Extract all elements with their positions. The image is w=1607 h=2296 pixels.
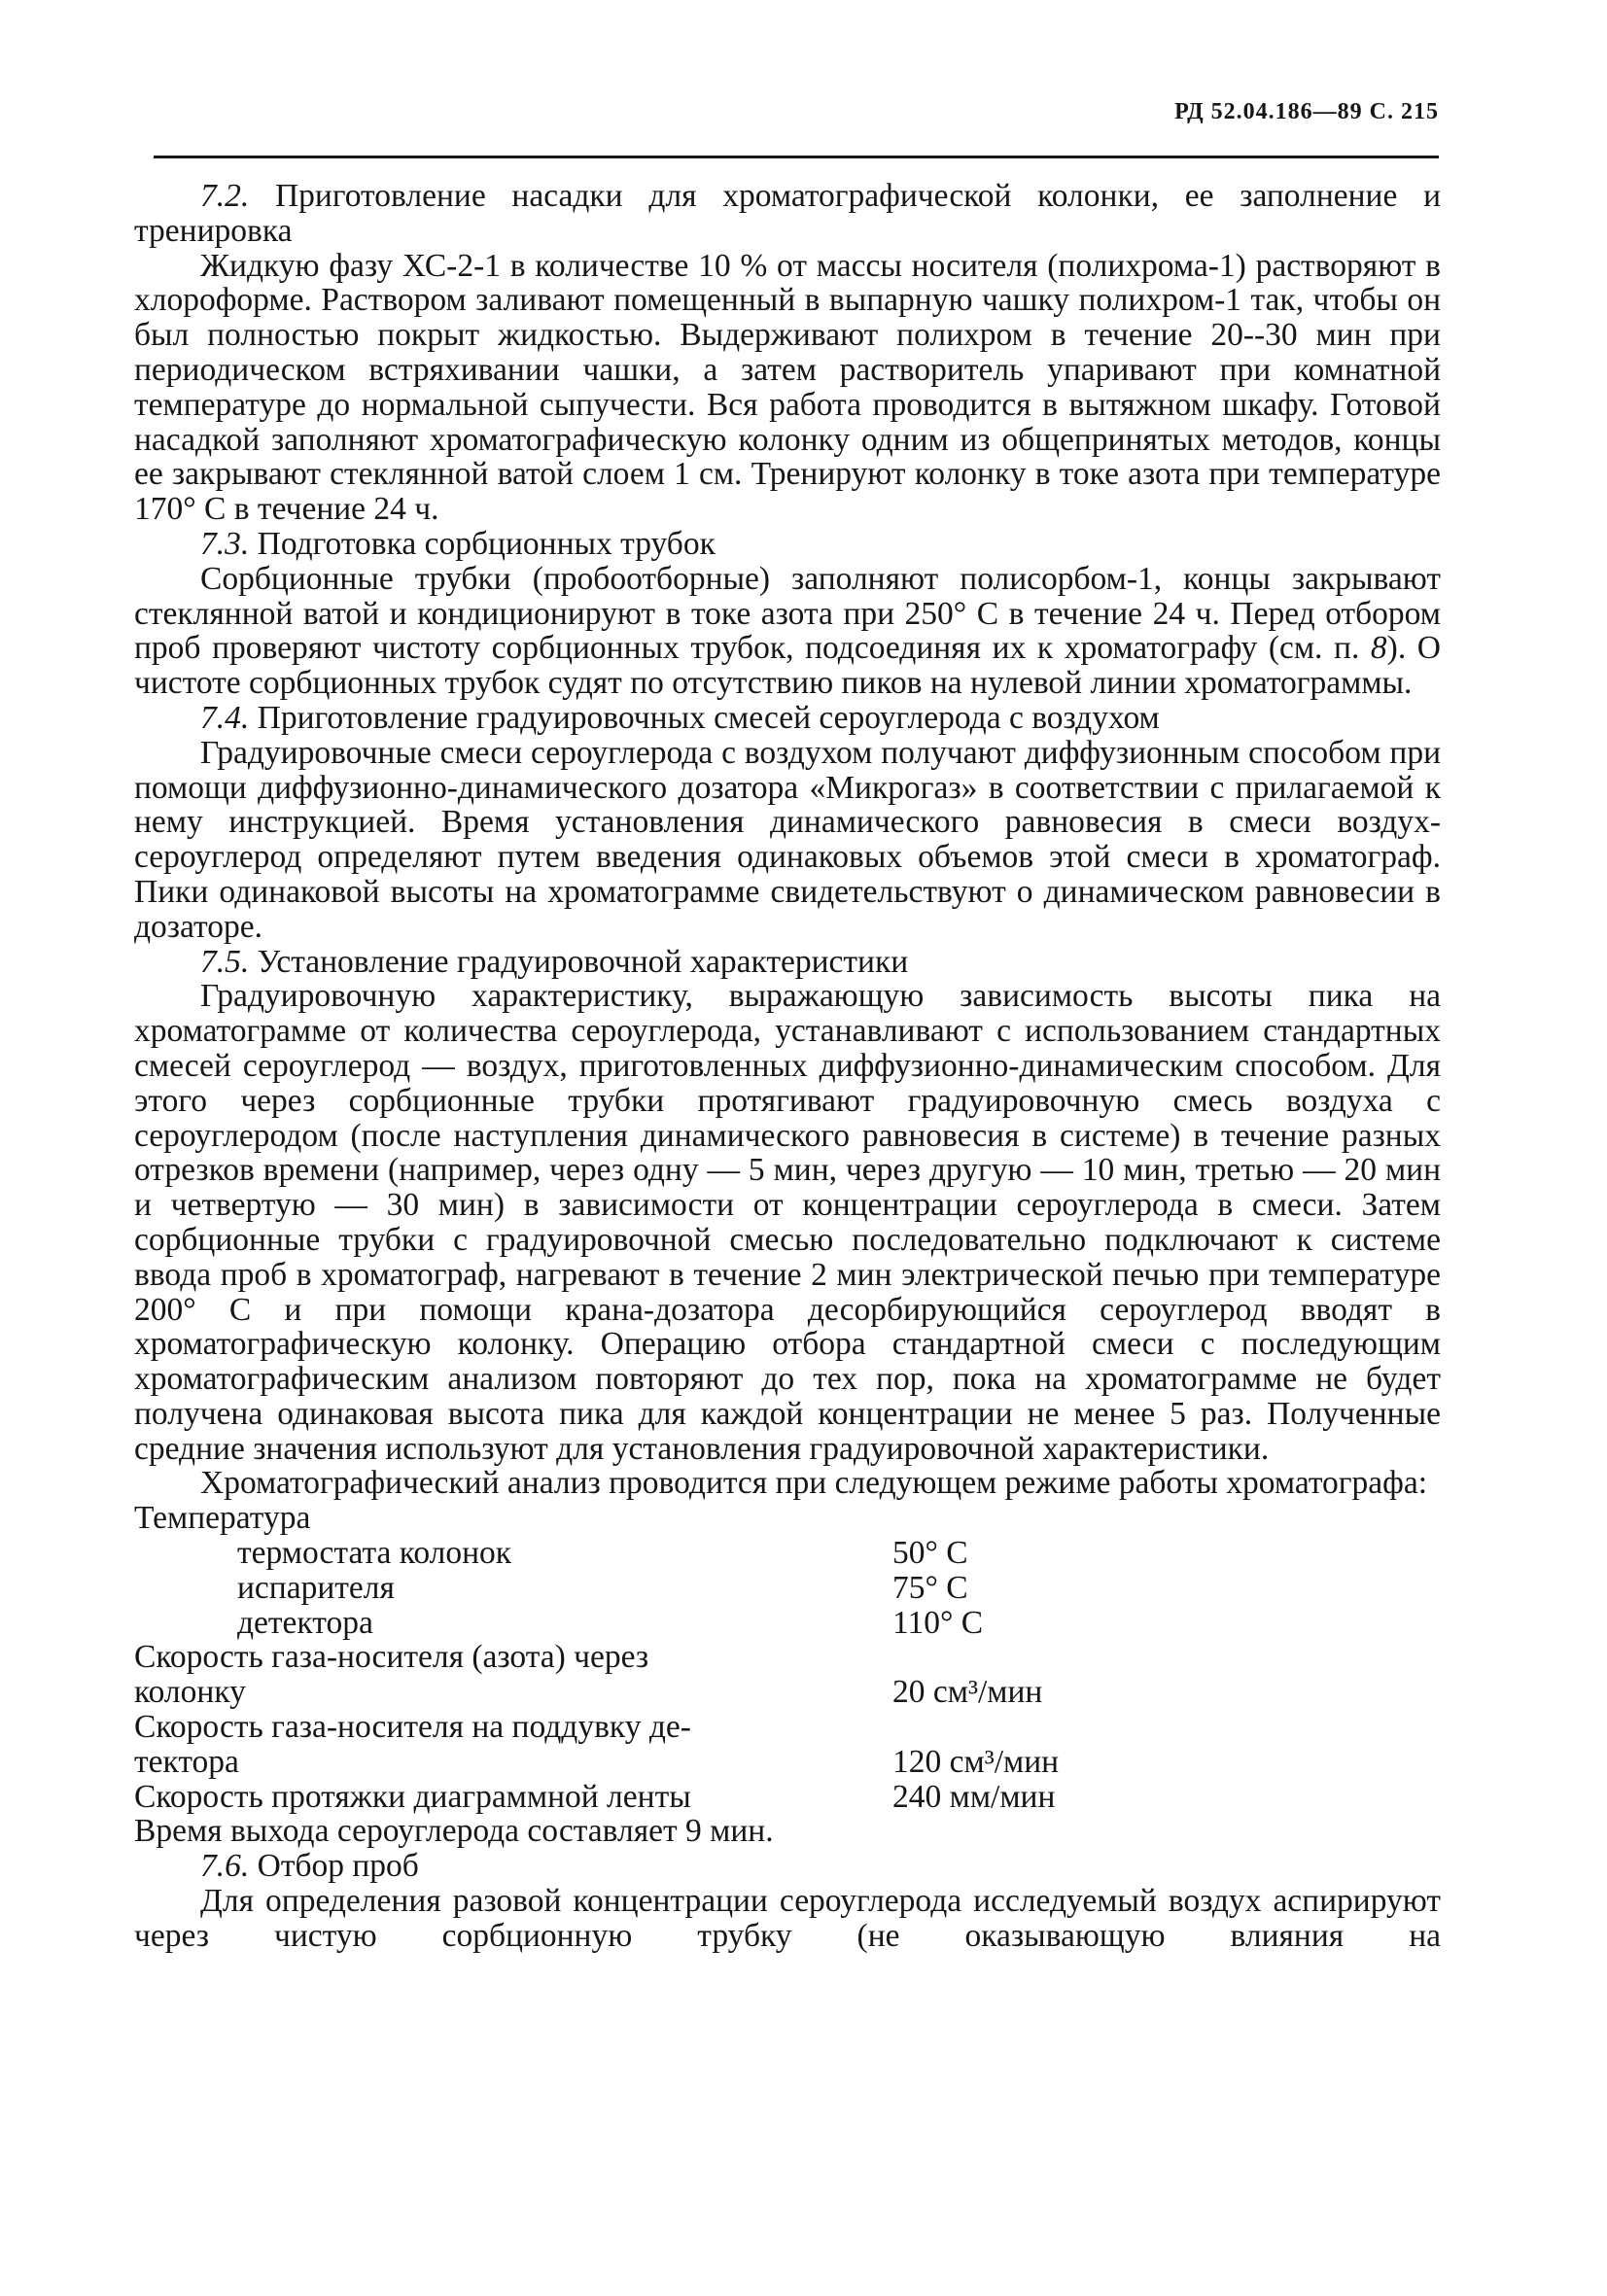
param-label: термостата колонок xyxy=(237,1535,512,1572)
param-label: Температура xyxy=(134,1500,311,1537)
running-head: РД 52.04.186—89 С. 215 xyxy=(1174,99,1439,124)
section-7-6-heading xyxy=(134,1849,1441,1884)
chromatograph-mode-parameters xyxy=(134,1501,1441,1814)
section-7-4-heading xyxy=(134,701,1441,736)
header-rule xyxy=(154,156,1439,158)
page-body xyxy=(134,179,1441,1954)
param-value: 110° С xyxy=(892,1604,984,1641)
param-label: Скорость протяжки диаграммной ленты xyxy=(134,1778,691,1815)
param-row xyxy=(134,1571,1441,1606)
param-label: Скорость газа-носителя (азота) через xyxy=(134,1639,649,1676)
section-7-6-body: Для определения разовой концентрации сероуглерода исследуемый воздух аспирируют через чистую сорбционную трубку (не оказывающую влияния на xyxy=(134,1883,1441,1954)
section-7-4-body: Градуировочные смеси сероуглерода с воздухом получают диффузионным способом при помощи диффузионно-динамического дозатора «Микрогаз» в соответствии с прилагаемой к нему инструкцией. Время установления динамического равновесия в смеси воздух-сероуглерод определяют путем введения одинаковых объемов этой смеси в хроматограф. Пики одинаковой высоты на хроматограмме свидетельствуют о динамическом равновесии в дозаторе. xyxy=(134,734,1441,945)
param-label: детектора xyxy=(237,1604,373,1641)
section-number: 7.2. xyxy=(200,178,250,214)
param-value: 240 мм/мин xyxy=(892,1778,1056,1815)
body-text: Сорбционные трубки (пробоотборные) заполняют полисорбом-1, концы закрывают стеклянной ватой и кондиционируют в токе азота при 250° С в течение 24 ч. Перед отбором проб проверяют чистоту сорбционных трубок, подсоединяя их к хроматографу (см. п. xyxy=(134,560,1441,667)
param-row xyxy=(134,1501,1441,1536)
section-title: Подготовка сорбционных трубок xyxy=(249,525,716,562)
param-label: колонку xyxy=(134,1674,246,1711)
param-value: 75° С xyxy=(892,1569,968,1606)
param-row xyxy=(134,1710,1441,1745)
section-7-5-mode-intro: Хроматографический анализ проводится при следующем режиме работы хроматографа: xyxy=(200,1465,1428,1502)
param-row xyxy=(134,1780,1441,1815)
param-row xyxy=(134,1606,1441,1641)
cross-reference: 8 xyxy=(1370,630,1387,667)
section-title: Приготовление насадки для хроматографической колонки, ее заполнение и тренировка xyxy=(134,178,1441,249)
param-row xyxy=(134,1675,1441,1710)
section-7-3-body xyxy=(134,562,1441,701)
section-number: 7.4. xyxy=(200,699,250,736)
param-row xyxy=(134,1640,1441,1675)
section-title: Приготовление градуировочных смесей сероуглерода с воздухом xyxy=(249,699,1160,736)
section-7-2-body: Жидкую фазу ХС-2-1 в количестве 10 % от массы носителя (полихрома-1) растворяют в хлороформе. Раствором заливают помещенный в выпарную чашку полихром-1 так, чтобы он был полностью покрыт жидкостью. Выдерживают полихром в течение 20--30 мин при периодическом встряхивании чашки, а затем растворитель упаривают при комнатной температуре до нормальной сыпучести. Вся работа проводится в вытяжном шкафу. Готовой насадкой заполняют хроматографическую колонку одним из общепринятых методов, концы ее закрывают стеклянной ватой слоем 1 см. Тренируют колонку в токе азота при температуре 170° С в течение 24 ч. xyxy=(134,247,1441,528)
param-value: 20 см³/мин xyxy=(892,1674,1043,1711)
param-value: 120 см³/мин xyxy=(892,1743,1060,1780)
section-7-2-heading xyxy=(134,179,1441,249)
param-label: испарителя xyxy=(237,1569,395,1606)
section-7-5-body: Градуировочную характеристику, выражающую зависимость высоты пика на хроматограмме от количества сероуглерода, устанавливают с использованием стандартных смесей сероуглерод — воздух, приготовленных диффузионно-динамическим способом. Для этого через сорбционные трубки протягивают градуировочную смесь воздуха с сероуглеродом (после наступления динамического равновесия в системе) в течение разных отрезков времени (например, через одну — 5 мин, через другую — 10 мин, третью — 20 мин и четвертую — 30 мин) в зависимости от концентрации сероуглерода в смеси. Затем сорбционные трубки с градуировочной смесью последовательно подключают к системе ввода проб в хроматограф, нагревают в течение 2 мин электрической печью при температуре 200° С и при помощи крана-дозатора десорбирующийся сероуглерод вводят в хроматографическую колонку. Операцию отбора стандартной смеси с последующим хроматографическим анализом повторяют до тех пор, пока на хроматограмме не будет получена одинаковая высота пика для каждой концентрации не менее 5 раз. Полученные средние значения используют для установления градуировочной характеристики. xyxy=(134,978,1441,1467)
body-text: ). О чистоте сорбционных трубок судят по отсутствию пиков на нулевой линии хроматограммы. xyxy=(134,630,1441,702)
section-number: 7.5. xyxy=(200,943,250,980)
section-7-5-heading xyxy=(134,945,1441,980)
param-row xyxy=(134,1745,1441,1780)
section-title: Отбор проб xyxy=(249,1848,419,1885)
param-label: тектора xyxy=(134,1743,239,1780)
section-title: Установление градуировочной характеристики xyxy=(249,943,909,980)
param-label: Скорость газа-носителя на поддувку де- xyxy=(134,1709,691,1746)
param-row xyxy=(134,1536,1441,1571)
section-7-5-exit-time: Время выхода сероуглерода составляет 9 мин. xyxy=(134,1813,774,1850)
section-number: 7.3. xyxy=(200,525,250,562)
section-number: 7.6. xyxy=(200,1848,250,1885)
param-value: 50° С xyxy=(892,1535,968,1572)
section-7-3-heading xyxy=(134,527,1441,562)
